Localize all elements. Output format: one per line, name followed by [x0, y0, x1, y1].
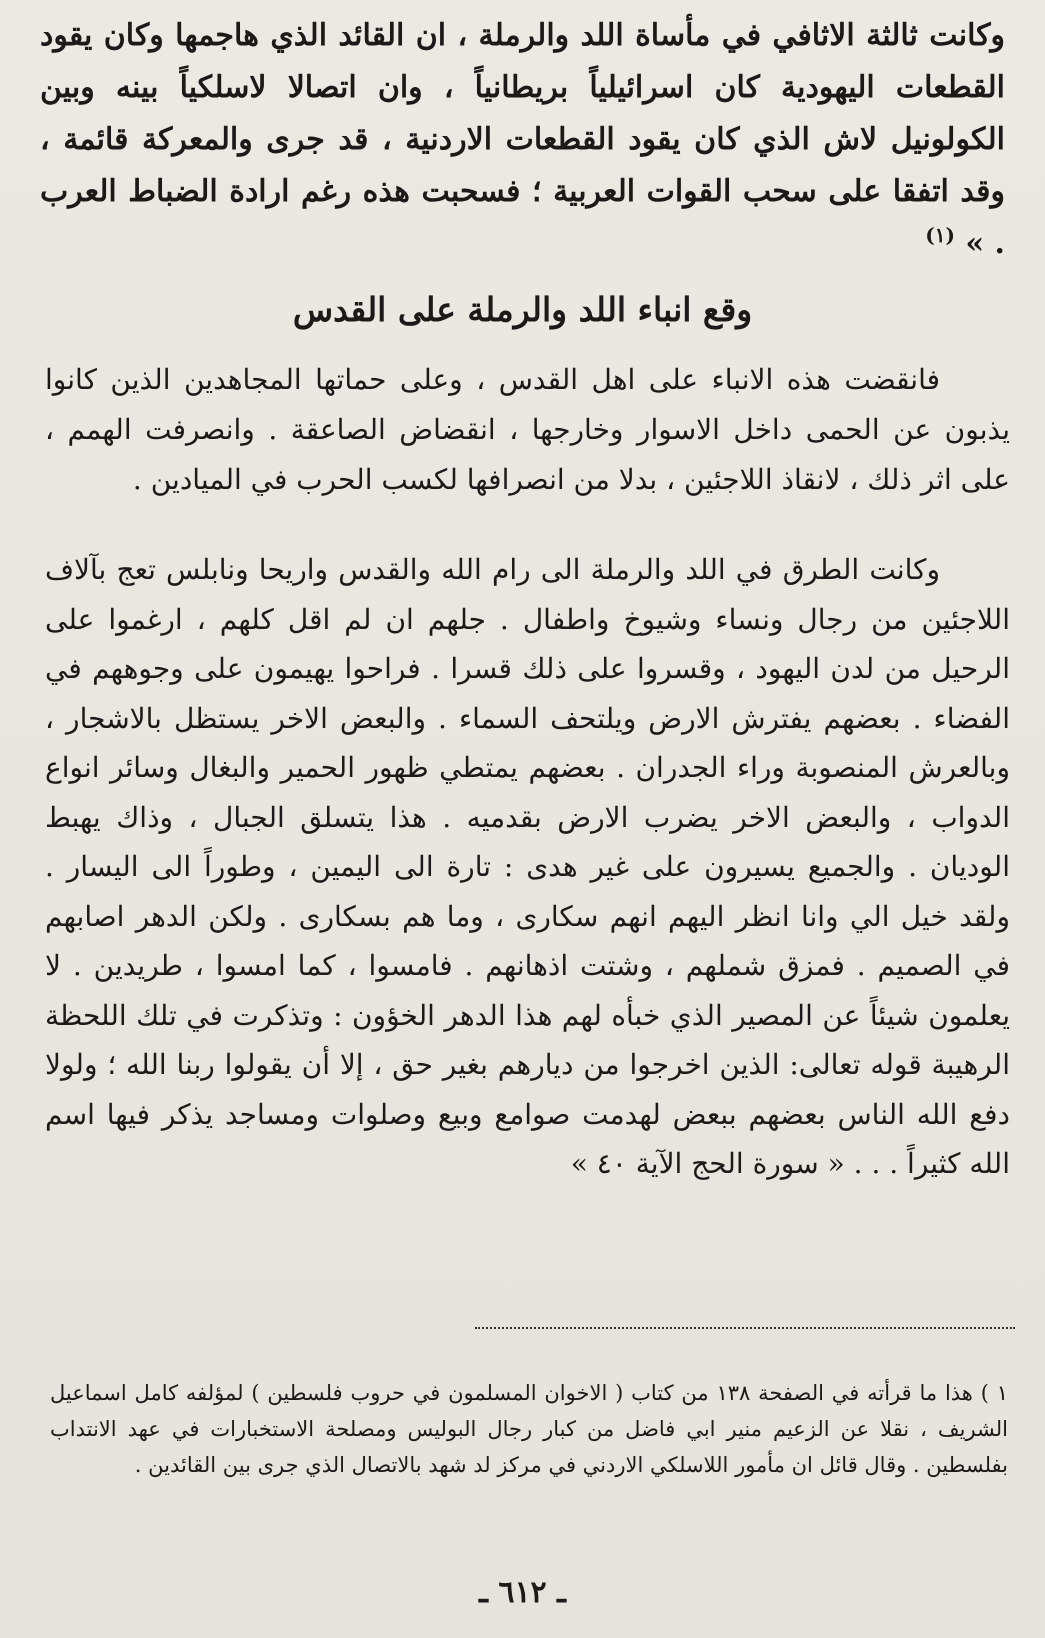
paragraph-1: فانقضت هذه الانباء على اهل القدس ، وعلى حماتها المجاهدين الذين كانوا يذبون عن الحمى داخل الاسوار وخارجها ، انقضاض الصاعقة . وانصرفت الهمم ، على اثر ذلك ، لانقاذ اللاجئين ، بدلا من انصرافها لكسب الحرب في الميادين . — [45, 363, 1010, 496]
intro-paragraph — [40, 10, 1005, 270]
footnote: ١ ) هذا ما قرأته في الصفحة ١٣٨ من كتاب ( الاخوان المسلمون في حروب فلسطين ) لمؤلفه كامل اسماعيل الشريف ، نقلا عن الزعيم منير ابي فاضل من كبار رجال البوليس ومصلحة الاستخبارات في عهد الانتداب بفلسطين . وقال قائل ان مأمور اللاسلكي الاردني في مركز لد شهد بالاتصال الذي جرى بين القائدين . — [50, 1381, 1008, 1477]
section-title: وقع انباء اللد والرملة على القدس — [292, 290, 753, 329]
footnote-divider — [475, 1327, 1015, 1329]
page-number: ـ ٦١٢ ـ — [479, 1575, 566, 1610]
intro-text: وكانت ثالثة الاثافي في مأساة اللد والرملة ، ان القائد الذي هاجمها وكان يقود القطعات اليهودية كان اسرائيلياً بريطانياً ، وان اتصالا لاسلكياً بينه وبين الكولونيل لاش الذي كان يقود القطعات الاردنية ، قد جرى والمعركة قائمة ، وقد اتفقا على سحب القوات العربية ؛ فسحبت هذه رغم ارادة الضباط العرب . » — [40, 18, 1005, 261]
paragraph-2: وكانت الطرق في اللد والرملة الى رام الله والقدس واريحا ونابلس تعج بآلاف اللاجئين من رجال ونساء وشيوخ واطفال . جلهم ان لم اقل كلهم ، ارغموا على الرحيل من لدن اليهود ، وقسروا على ذلك قسرا . فراحوا يهيمون على وجوههم في الفضاء . بعضهم يفترش الارض ويلتحف السماء . والبعض الاخر يستظل بالاشجار ، وبالعرش المنصوبة وراء الجدران . بعضهم يمتطي ظهور الحمير والبغال وسائر انواع الدواب ، والبعض الاخر يضرب الارض بقدميه . هذا يتسلق الجبال ، وذاك يهبط الوديان . والجميع يسيرون على غير هدى : تارة الى اليمين ، وطوراً الى اليسار . ولقد خيل الي وانا انظر اليهم انهم سكارى ، وما هم بسكارى . ولكن الدهر اصابهم في الصميم . فمزق شملهم ، وشتت اذهانهم . فامسوا ، كما امسوا ، طريدين . لا يعلمون شيئاً عن المصير الذي خبأه لهم هذا الدهر الخؤون : وتذكرت في تلك اللحظة الرهيبة قوله تعالى: الذين اخرجوا من ديارهم بغير حق ، إلا أن يقولوا ربنا الله ؛ ولولا دفع الله الناس بعضهم ببعض لهدمت صوامع وبيع وصلوات ومساجد يذكر فيها اسم الله كثيراً . . . « سورة الحج الآية ٤٠ » — [45, 553, 1010, 1180]
footnote-reference: (١) — [925, 223, 955, 247]
